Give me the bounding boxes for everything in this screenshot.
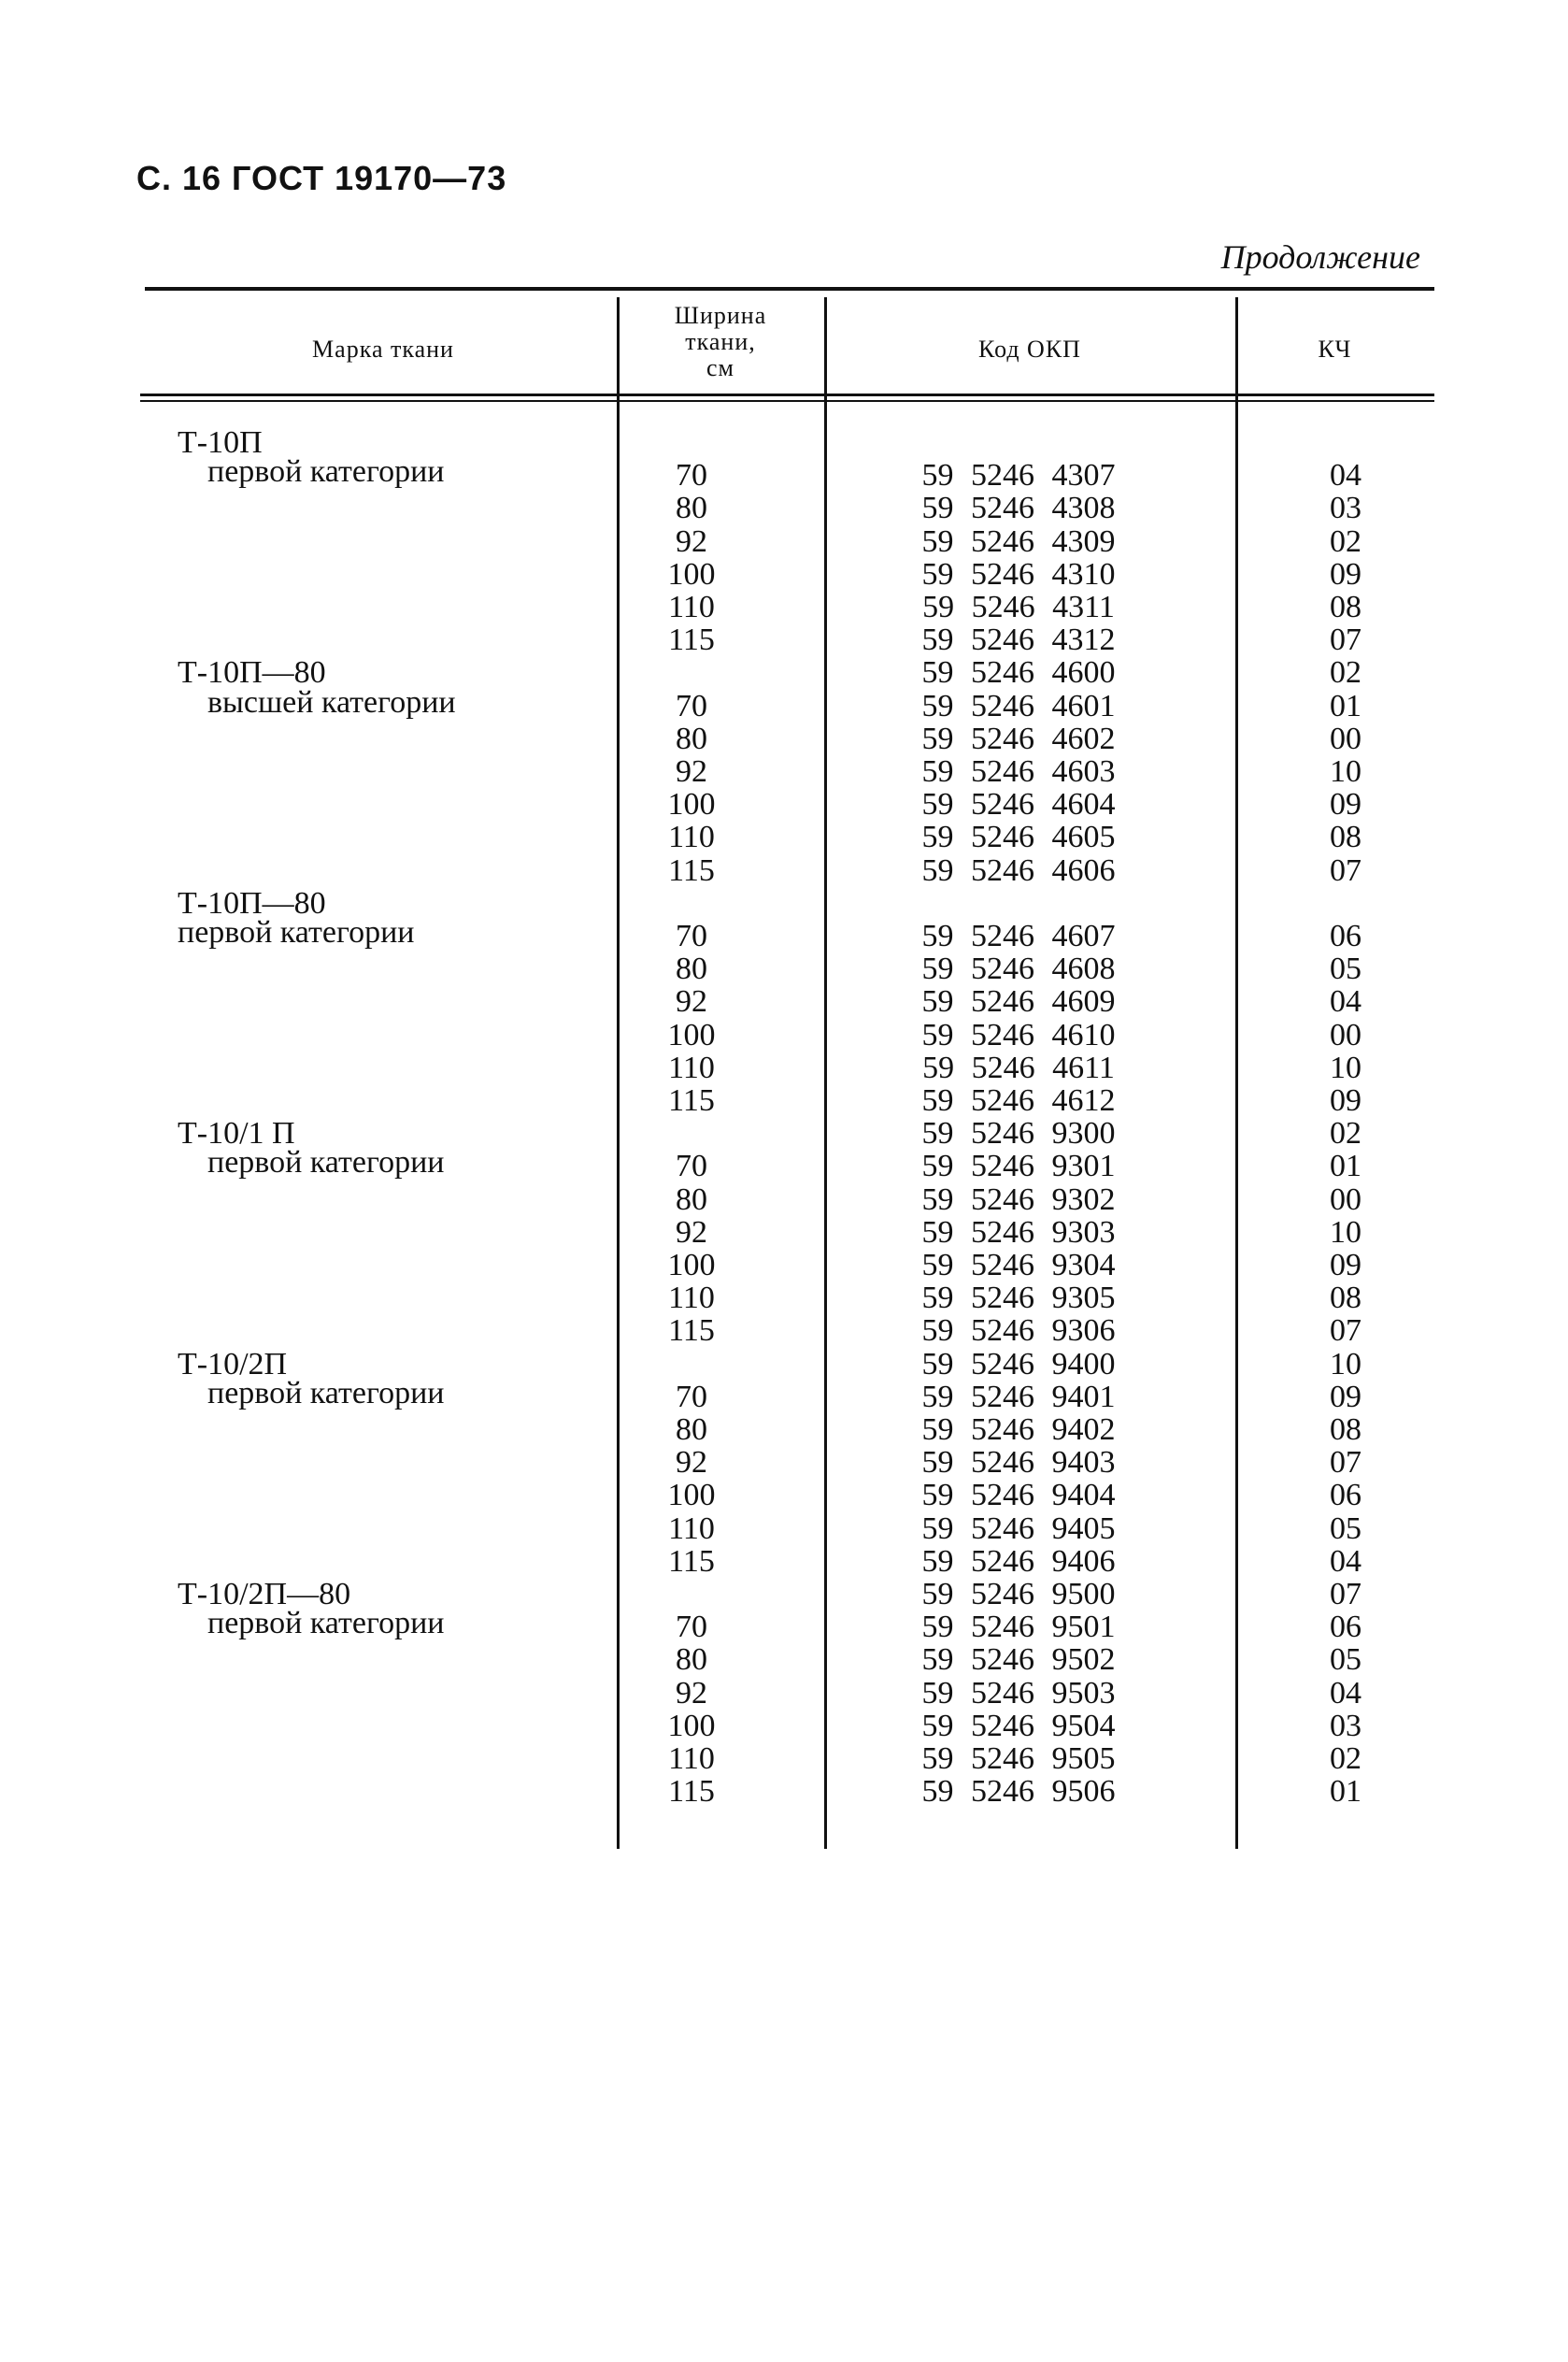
kch-value: 10 [1330, 1050, 1361, 1085]
okp-code: 59 5246 9406 [921, 1543, 1116, 1579]
okp-code: 59 5246 9301 [921, 1149, 1116, 1184]
okp-code: 59 5246 9305 [921, 1281, 1116, 1316]
okp-code: 59 5246 4610 [921, 1017, 1116, 1052]
fabric-brand: Т-10/2П—80 [178, 1577, 351, 1611]
header-code: Код ОКП [978, 336, 1081, 363]
okp-code: 59 5246 4603 [921, 754, 1116, 789]
okp-code: 59 5246 4606 [921, 852, 1116, 888]
kch-value: 05 [1330, 952, 1361, 987]
header-width [617, 303, 824, 381]
kch-value: 02 [1330, 655, 1361, 691]
okp-code: 59 5246 4309 [921, 523, 1116, 559]
fabric-width: 100 [667, 787, 716, 823]
fabric-width: 92 [676, 754, 707, 789]
fabric-width: 70 [676, 688, 707, 723]
fabric-width: 70 [676, 1379, 707, 1414]
fabric-width: 70 [676, 1149, 707, 1184]
fabric-width: 100 [667, 1017, 716, 1052]
kch-value: 08 [1330, 1412, 1361, 1447]
okp-code: 59 5246 4611 [922, 1050, 1115, 1085]
kch-value: 02 [1330, 523, 1361, 559]
kch-value: 10 [1330, 1214, 1361, 1250]
kch-value: 02 [1330, 1116, 1361, 1152]
okp-code: 59 5246 4600 [921, 655, 1116, 691]
okp-code: 59 5246 9300 [921, 1116, 1116, 1152]
okp-code: 59 5246 4607 [921, 919, 1116, 953]
okp-code: 59 5246 4609 [921, 984, 1116, 1020]
fabric-width: 92 [676, 1214, 707, 1250]
fabric-width: 115 [668, 1543, 715, 1579]
fabric-width: 92 [676, 1675, 707, 1711]
fabric-width: 110 [668, 820, 715, 855]
table-top-rule [145, 287, 1434, 291]
okp-code: 59 5246 9306 [921, 1313, 1116, 1349]
fabric-width: 115 [668, 1083, 715, 1118]
fabric-category: первой категории [207, 454, 445, 490]
okp-code: 59 5246 9505 [921, 1741, 1116, 1776]
okp-code: 59 5246 9506 [921, 1774, 1116, 1810]
fabric-width: 80 [676, 952, 707, 987]
kch-value: 10 [1330, 754, 1361, 789]
column-divider-2 [824, 297, 827, 1849]
okp-code: 59 5246 9504 [921, 1708, 1116, 1743]
header-brand: Марка ткани [312, 336, 454, 363]
fabric-brand: Т-10П—80 [178, 655, 326, 691]
okp-code: 59 5246 9502 [921, 1642, 1116, 1678]
okp-code: 59 5246 4308 [921, 491, 1116, 526]
fabric-brand: Т-10П—80 [178, 885, 326, 921]
table-header-rule [140, 394, 1434, 396]
kch-value: 01 [1330, 1149, 1361, 1184]
kch-value: 02 [1330, 1741, 1361, 1776]
kch-value: 04 [1330, 1543, 1361, 1579]
okp-code: 59 5246 4312 [921, 623, 1116, 658]
fabric-brand: Т-10П [178, 425, 263, 460]
kch-value: 09 [1330, 787, 1361, 823]
okp-code: 59 5246 4605 [921, 820, 1116, 855]
kch-value: 07 [1330, 1313, 1361, 1349]
fabric-width: 70 [676, 919, 707, 953]
kch-value: 01 [1330, 688, 1361, 723]
fabric-width: 100 [667, 1248, 716, 1282]
fabric-width: 110 [668, 1510, 715, 1546]
okp-code: 59 5246 4604 [921, 787, 1116, 823]
fabric-width: 115 [668, 1774, 715, 1810]
fabric-width: 80 [676, 491, 707, 526]
kch-value: 08 [1330, 820, 1361, 855]
kch-value: 00 [1330, 1181, 1361, 1217]
fabric-width: 110 [668, 1050, 715, 1085]
okp-code: 59 5246 9501 [921, 1610, 1116, 1645]
fabric-width: 115 [668, 623, 715, 658]
okp-code: 59 5246 4608 [921, 952, 1116, 987]
okp-code: 59 5246 9403 [921, 1445, 1116, 1481]
okp-code: 59 5246 4601 [921, 688, 1116, 723]
okp-code: 59 5246 4310 [921, 556, 1116, 592]
kch-value: 05 [1330, 1642, 1361, 1678]
header-kch: КЧ [1318, 336, 1352, 363]
okp-code: 59 5246 9404 [921, 1478, 1116, 1513]
header-width-line: Ширина [674, 302, 767, 329]
okp-code: 59 5246 9503 [921, 1675, 1116, 1711]
kch-value: 07 [1330, 623, 1361, 658]
kch-value: 10 [1330, 1346, 1361, 1381]
fabric-width: 80 [676, 1412, 707, 1447]
kch-value: 09 [1330, 1083, 1361, 1118]
kch-value: 08 [1330, 1281, 1361, 1316]
fabric-width: 70 [676, 1610, 707, 1645]
okp-code: 59 5246 4602 [921, 721, 1116, 756]
kch-value: 09 [1330, 1379, 1361, 1414]
fabric-width: 92 [676, 523, 707, 559]
okp-code: 59 5246 9304 [921, 1248, 1116, 1282]
kch-value: 04 [1330, 1675, 1361, 1711]
continuation-label: Продолжение [1220, 238, 1420, 276]
fabric-width: 92 [676, 1445, 707, 1481]
kch-value: 07 [1330, 1445, 1361, 1481]
okp-code: 59 5246 9402 [921, 1412, 1116, 1447]
kch-value: 00 [1330, 721, 1361, 756]
kch-value: 07 [1330, 852, 1361, 888]
header-width-line: см [706, 354, 734, 381]
fabric-width: 110 [668, 1281, 715, 1316]
okp-code: 59 5246 4307 [921, 458, 1116, 494]
okp-code: 59 5246 9303 [921, 1214, 1116, 1250]
fabric-width: 100 [667, 1478, 716, 1513]
kch-value: 06 [1330, 919, 1361, 953]
kch-value: 09 [1330, 556, 1361, 592]
fabric-category: первой категории [207, 1606, 445, 1641]
fabric-category: первой категории [178, 915, 415, 950]
fabric-category: высшей категории [207, 684, 456, 720]
okp-code: 59 5246 4612 [921, 1083, 1116, 1118]
fabric-width: 80 [676, 1642, 707, 1678]
kch-value: 08 [1330, 590, 1361, 624]
fabric-brand: Т-10/2П [178, 1346, 288, 1381]
fabric-width: 100 [667, 556, 716, 592]
kch-value: 01 [1330, 1774, 1361, 1810]
table-header-rule-2 [140, 400, 1434, 402]
okp-code: 59 5246 9500 [921, 1577, 1116, 1611]
okp-code: 59 5246 9405 [921, 1510, 1116, 1546]
kch-value: 06 [1330, 1610, 1361, 1645]
fabric-width: 70 [676, 458, 707, 494]
kch-value: 00 [1330, 1017, 1361, 1052]
fabric-width: 100 [667, 1708, 716, 1743]
kch-value: 09 [1330, 1248, 1361, 1282]
fabric-category: первой категории [207, 1375, 445, 1410]
kch-value: 04 [1330, 984, 1361, 1020]
fabric-width: 92 [676, 984, 707, 1020]
kch-value: 05 [1330, 1510, 1361, 1546]
fabric-width: 80 [676, 721, 707, 756]
page-header: С. 16 ГОСТ 19170—73 [136, 159, 507, 197]
column-divider-3 [1235, 297, 1238, 1849]
fabric-width: 115 [668, 1313, 715, 1349]
kch-value: 03 [1330, 1708, 1361, 1743]
fabric-width: 115 [668, 852, 715, 888]
fabric-width: 110 [668, 1741, 715, 1776]
header-width-line: ткани, [685, 328, 756, 355]
fabric-width: 110 [668, 590, 715, 624]
okp-code: 59 5246 9400 [921, 1346, 1116, 1381]
kch-value: 06 [1330, 1478, 1361, 1513]
okp-code: 59 5246 9302 [921, 1181, 1116, 1217]
okp-code: 59 5246 9401 [921, 1379, 1116, 1414]
kch-value: 03 [1330, 491, 1361, 526]
kch-value: 04 [1330, 458, 1361, 494]
fabric-brand: Т-10/1 П [178, 1116, 295, 1152]
kch-value: 07 [1330, 1577, 1361, 1611]
fabric-width: 80 [676, 1181, 707, 1217]
fabric-category: первой категории [207, 1145, 445, 1181]
okp-code: 59 5246 4311 [922, 590, 1115, 624]
